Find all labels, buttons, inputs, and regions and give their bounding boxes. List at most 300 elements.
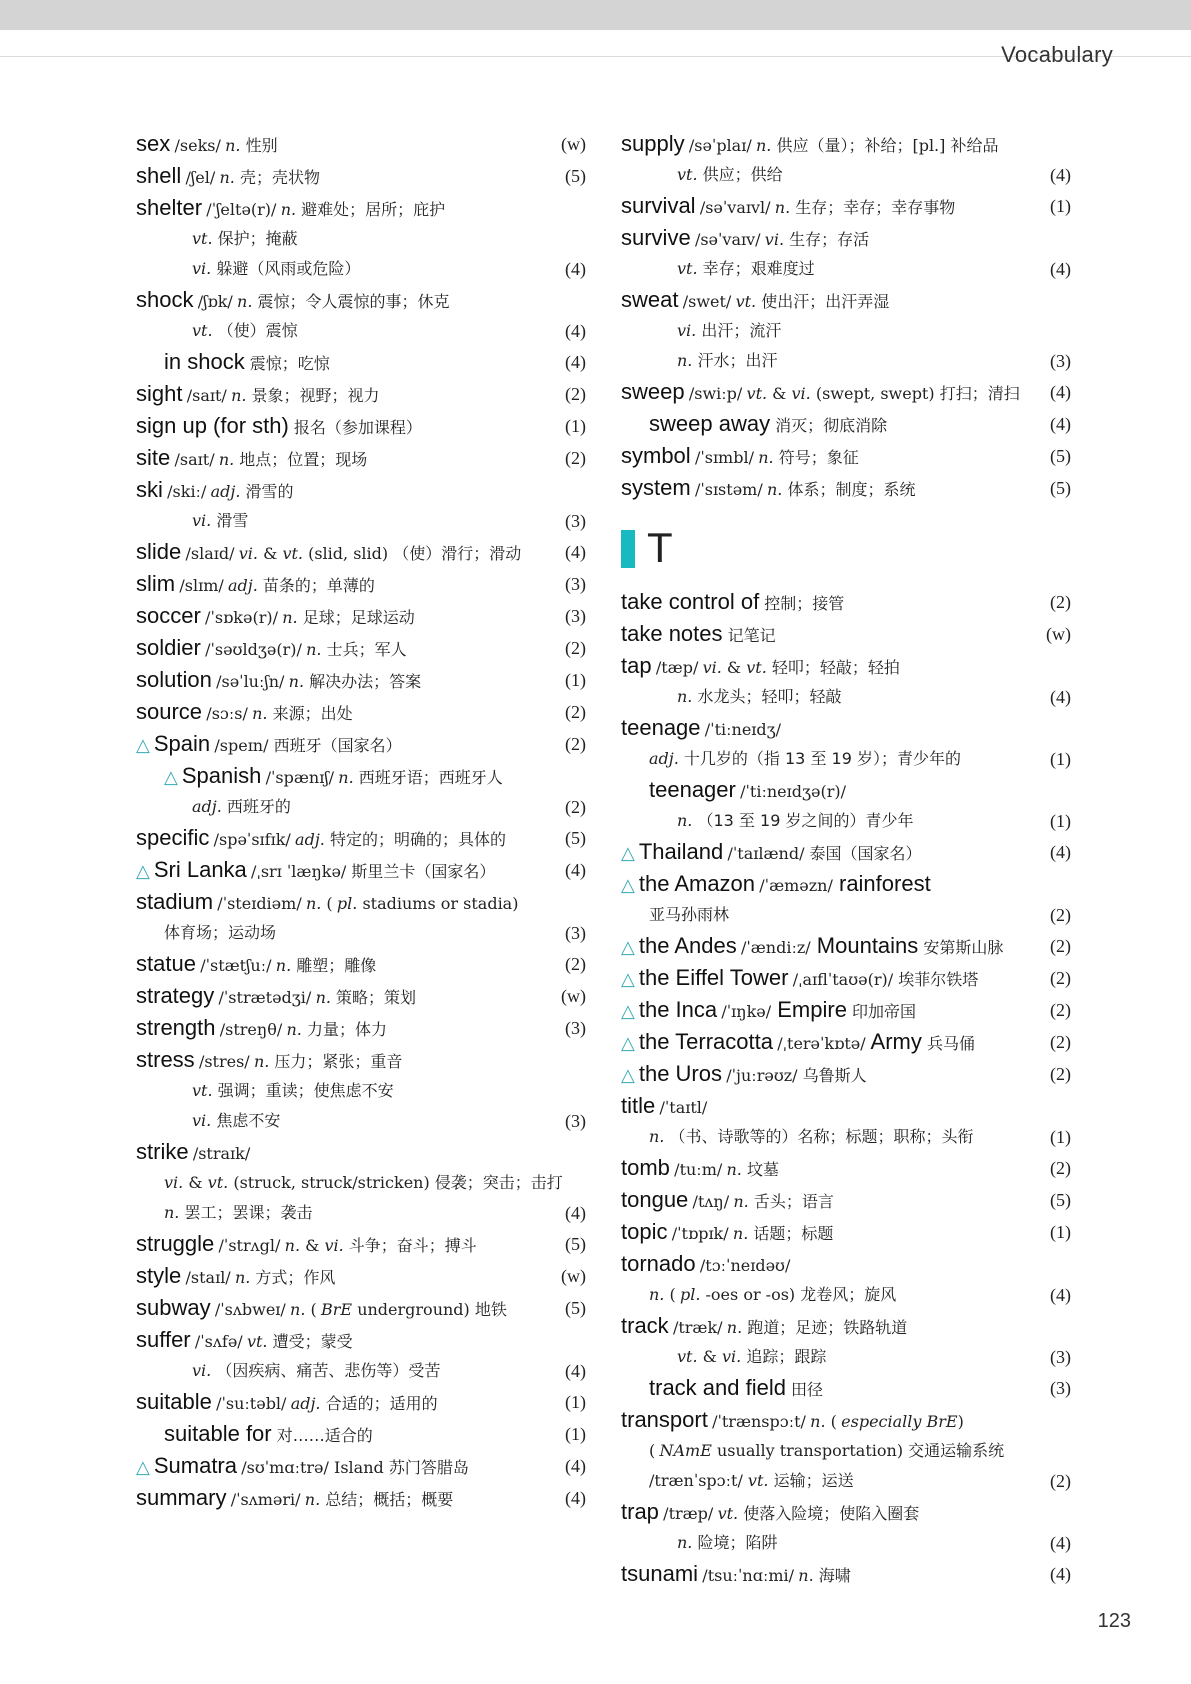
headword: summary xyxy=(136,1485,227,1510)
part-of-speech: n. xyxy=(810,1412,826,1431)
headword: subway xyxy=(136,1295,211,1320)
phonetic: /ˌaɪflˈtaʊə(r)/ xyxy=(792,970,894,989)
unit-reference: (4) xyxy=(1050,687,1071,707)
headword: take control of xyxy=(621,589,760,614)
headword: stress xyxy=(136,1047,195,1072)
phonetic: /træp/ xyxy=(663,1504,714,1523)
part-of-speech: vt. xyxy=(207,1173,229,1192)
entry-line xyxy=(621,1058,1071,1090)
part-of-speech: n. xyxy=(253,1052,270,1071)
phonetic: /ˈsʌfə/ xyxy=(194,1332,243,1351)
part-of-speech: n. xyxy=(338,768,354,787)
headword: suitable for xyxy=(164,1421,272,1446)
phonetic: /ˈstrætədʒi/ xyxy=(218,988,312,1007)
definition: 生存；幸存；幸存事物 xyxy=(790,198,956,217)
triangle-marker-icon: △ xyxy=(621,875,635,896)
unit-reference: (2) xyxy=(1050,936,1071,956)
definition: 避难处；居所；庇护 xyxy=(296,200,446,219)
part-of-speech: adj. xyxy=(295,830,325,849)
entry-line xyxy=(621,618,1071,650)
phonetic: /ˌsrɪ ˈlæŋkə/ xyxy=(251,862,347,881)
entry-continuation-line xyxy=(621,806,1071,836)
definition: 压力；紧张；重音 xyxy=(269,1052,403,1071)
entry-text: & xyxy=(300,1236,325,1255)
section-marker-bar xyxy=(621,530,635,568)
headword: the Uros xyxy=(638,1061,722,1086)
unit-reference: (1) xyxy=(565,416,586,436)
definition: 印加帝国 xyxy=(846,1002,917,1021)
unit-reference: (4) xyxy=(565,259,586,279)
entry-line xyxy=(621,1310,1071,1342)
headword: shock xyxy=(136,287,194,312)
entry-line xyxy=(621,1248,1071,1280)
unit-reference: (3) xyxy=(1050,1347,1071,1367)
entry-line xyxy=(136,664,586,696)
headword: the Eiffel Tower xyxy=(638,965,789,990)
definition: 保护；掩蔽 xyxy=(212,229,298,248)
entry-text: ) xyxy=(957,1412,964,1431)
headword: statue xyxy=(136,951,196,976)
part-of-speech: n. xyxy=(677,811,693,830)
left-column xyxy=(136,128,586,1514)
part-of-speech: n. xyxy=(798,1566,814,1585)
unit-reference: (2) xyxy=(1050,1064,1071,1084)
phonetic: /ˈtaɪlænd/ xyxy=(727,844,805,863)
unit-reference: (2) xyxy=(1050,1032,1071,1052)
headword: shelter xyxy=(136,195,203,220)
headword: tsunami xyxy=(621,1561,699,1586)
unit-reference: (1) xyxy=(565,670,586,690)
entry-continuation-line xyxy=(621,254,1071,284)
headword: Spain xyxy=(153,731,211,756)
part-of-speech: vt. xyxy=(746,658,767,677)
unit-reference: (4) xyxy=(1050,1564,1071,1584)
entry-line xyxy=(621,962,1071,994)
definition: 强调；重读；使焦虑不安 xyxy=(212,1081,394,1100)
part-of-speech: adj. xyxy=(228,576,258,595)
part-of-speech: n. xyxy=(766,480,783,499)
definition: 对……适合的 xyxy=(271,1426,373,1445)
unit-reference: (2) xyxy=(1050,1158,1071,1178)
unit-reference: (3) xyxy=(565,1111,586,1131)
headword: tap xyxy=(621,653,652,678)
unit-reference: (2) xyxy=(1050,905,1071,925)
definition: 士兵；军人 xyxy=(321,640,407,659)
phonetic: /sʊˈmɑːtrə/ xyxy=(241,1458,329,1477)
entry-line xyxy=(136,536,586,568)
phonetic: /ˈæməzn/ xyxy=(759,876,833,895)
definition: 策略；策划 xyxy=(330,988,417,1007)
entry-continuation-line xyxy=(621,1466,1071,1496)
phonetic: /spəˈsɪfɪk/ xyxy=(213,830,291,849)
unit-reference: (5) xyxy=(565,1234,586,1254)
part-of-speech: vi. xyxy=(721,1347,742,1366)
part-of-speech: vi. xyxy=(791,384,811,403)
headword: survival xyxy=(621,193,696,218)
part-of-speech: n. xyxy=(286,1020,302,1039)
phonetic: /səˈplaɪ/ xyxy=(688,136,752,155)
phonetic: /sɔːs/ xyxy=(206,704,248,723)
unit-reference: (4) xyxy=(1050,1533,1071,1553)
definition: 西班牙（国家名） xyxy=(268,736,402,755)
headword: specific xyxy=(136,825,210,850)
definition: 兵马俑 xyxy=(921,1034,975,1053)
unit-reference: (3) xyxy=(1050,351,1071,371)
unit-reference: (2) xyxy=(565,797,586,817)
part-of-speech: vt. xyxy=(747,1471,769,1490)
part-of-speech: adj. xyxy=(210,482,241,501)
entry-text: stadiums or stadia) xyxy=(357,894,519,913)
entry-text: & xyxy=(767,384,792,403)
phonetic: /səˈvaɪv/ xyxy=(694,230,761,249)
unit-reference: (1) xyxy=(565,1392,586,1412)
unit-reference: (3) xyxy=(565,1018,586,1038)
entry-line xyxy=(136,1044,586,1076)
entry-continuation-line xyxy=(621,682,1071,712)
part-of-speech: n. xyxy=(164,1203,180,1222)
headword: survive xyxy=(621,225,691,250)
triangle-marker-icon: △ xyxy=(621,1001,635,1022)
phonetic: /ˈsɪstəm/ xyxy=(694,480,763,499)
unit-reference: (4) xyxy=(565,860,586,880)
entry-line xyxy=(136,1386,586,1418)
entry-line xyxy=(136,948,586,980)
phonetic: /tʌŋ/ xyxy=(692,1192,730,1211)
part-of-speech: vt. xyxy=(677,1347,698,1366)
definition: 亚马孙雨林 xyxy=(649,905,730,924)
entry-line xyxy=(621,408,1071,440)
headword: teenager xyxy=(649,777,736,802)
entry-line xyxy=(621,284,1071,316)
definition: 侵袭；突击；击打 xyxy=(429,1173,563,1192)
headword: site xyxy=(136,445,171,470)
part-of-speech: vt. xyxy=(677,165,698,184)
part-of-speech: vt. xyxy=(192,229,213,248)
part-of-speech: n. xyxy=(726,1318,743,1337)
entry-line xyxy=(136,600,586,632)
definition: 报名（参加课程） xyxy=(288,418,422,437)
unit-reference: (4) xyxy=(565,352,586,372)
phonetic: /ˈʃeltə(r)/ xyxy=(206,200,277,219)
part-of-speech: n. xyxy=(726,1160,742,1179)
page-number: 123 xyxy=(1097,1610,1131,1632)
definition: 安第斯山脉 xyxy=(918,938,1004,957)
entry-line xyxy=(136,474,586,506)
definition: 田径 xyxy=(785,1380,824,1399)
phonetic: /ˈsɪmbl/ xyxy=(694,448,754,467)
part-of-speech: vi. xyxy=(192,259,212,278)
entry-continuation-line xyxy=(136,1106,586,1136)
entry-continuation-line xyxy=(136,316,586,346)
definition: 险境；陷阱 xyxy=(692,1533,778,1552)
definition: 力量；体力 xyxy=(301,1020,387,1039)
entry-text: (swept, swept) xyxy=(810,384,935,403)
entry-continuation-line xyxy=(136,918,586,948)
headword: take notes xyxy=(621,621,723,646)
entry-text: ( xyxy=(664,1285,676,1304)
definition: 解决办法；答案 xyxy=(304,672,422,691)
headword: ski xyxy=(136,477,163,502)
headword: shell xyxy=(136,163,182,188)
part-of-speech: n. xyxy=(306,640,322,659)
unit-reference: (3) xyxy=(1050,1378,1071,1398)
part-of-speech: vi. xyxy=(192,1361,212,1380)
definition: 幸存；艰难度过 xyxy=(697,259,815,278)
triangle-marker-icon: △ xyxy=(621,843,635,864)
part-of-speech: vi. xyxy=(192,511,212,530)
part-of-speech: n. xyxy=(304,1490,321,1509)
phonetic: /ˌterəˈkɒtə/ xyxy=(777,1034,866,1053)
definition: 补给品 xyxy=(945,136,999,155)
entries-t xyxy=(621,586,1071,1590)
entry-text: rainforest xyxy=(832,871,931,896)
entry-line xyxy=(136,696,586,728)
part-of-speech: vt. xyxy=(192,321,213,340)
headword: soldier xyxy=(136,635,201,660)
definition: 轻叩；轻敲；轻拍 xyxy=(766,658,900,677)
definition: 运输；运送 xyxy=(768,1471,854,1490)
definition: 斯里兰卡（国家名） xyxy=(346,862,496,881)
part-of-speech: pl. xyxy=(679,1285,701,1304)
part-of-speech: n. xyxy=(237,292,253,311)
headword: sign up (for sth) xyxy=(136,413,289,438)
definition: 壳；壳状物 xyxy=(234,168,320,187)
definition: （使）震惊 xyxy=(212,321,298,340)
unit-reference: (4) xyxy=(1050,382,1071,402)
entry-continuation-line xyxy=(621,1342,1071,1372)
unit-reference: (4) xyxy=(565,1203,586,1223)
definition: 埃菲尔铁塔 xyxy=(893,970,979,989)
unit-reference: (w) xyxy=(561,1266,586,1286)
entry-line xyxy=(136,728,586,760)
headword: system xyxy=(621,475,691,500)
unit-reference: (4) xyxy=(1050,414,1071,434)
definition: 话题；标题 xyxy=(748,1224,834,1243)
definition: 十几岁的（指 13 至 19 岁）；青少年的 xyxy=(678,749,961,768)
phonetic: /streŋθ/ xyxy=(219,1020,283,1039)
entry-line xyxy=(621,1152,1071,1184)
definition: （13 至 19 岁之间的）青少年 xyxy=(692,811,914,830)
headword: sweat xyxy=(621,287,679,312)
definition: 打扫；清扫 xyxy=(934,384,1020,403)
headword: topic xyxy=(621,1219,668,1244)
entry-text: & xyxy=(183,1173,208,1192)
headword: trap xyxy=(621,1499,659,1524)
entry-continuation-line xyxy=(136,1356,586,1386)
definition: 合适的；适用的 xyxy=(320,1394,438,1413)
unit-reference: (w) xyxy=(561,986,586,1006)
entry-line xyxy=(621,128,1071,160)
phonetic: /saɪt/ xyxy=(186,386,227,405)
definition: 坟墓 xyxy=(741,1160,779,1179)
part-of-speech: vt. xyxy=(735,292,757,311)
entry-text: Mountains xyxy=(810,933,919,958)
unit-reference: (1) xyxy=(1050,749,1071,769)
part-of-speech: vi. xyxy=(324,1236,344,1255)
headword: sweep away xyxy=(649,411,771,436)
definition: 苗条的；单薄的 xyxy=(257,576,375,595)
headword: sight xyxy=(136,381,183,406)
part-of-speech: n. xyxy=(732,1224,749,1243)
entry-line xyxy=(136,284,586,316)
entry-continuation-line xyxy=(136,254,586,284)
entry-line xyxy=(136,346,586,378)
definition: 震惊；令人震惊的事；休克 xyxy=(252,292,450,311)
entries-s-continued xyxy=(621,128,1071,504)
entry-text: -oes or -os) xyxy=(700,1285,796,1304)
part-of-speech: n. xyxy=(758,448,774,467)
headword: strategy xyxy=(136,983,215,1008)
definition: 西班牙语；西班牙人 xyxy=(353,768,503,787)
unit-reference: (4) xyxy=(1050,1285,1071,1305)
headword: slide xyxy=(136,539,182,564)
unit-reference: (3) xyxy=(565,606,586,626)
entry-line xyxy=(621,868,1071,900)
phonetic: /tæp/ xyxy=(655,658,699,677)
headword: strike xyxy=(136,1139,189,1164)
definition: 交通运输系统 xyxy=(903,1441,1005,1460)
entry-line xyxy=(136,1418,586,1450)
part-of-speech: NAmE xyxy=(659,1441,712,1460)
phonetic: /seks/ xyxy=(174,136,221,155)
entry-line xyxy=(621,1372,1071,1404)
definition: 躲避（风雨或危险） xyxy=(211,259,361,278)
unit-reference: (5) xyxy=(565,828,586,848)
entry-line xyxy=(136,1482,586,1514)
entry-line xyxy=(136,632,586,664)
phonetic: /speɪn/ xyxy=(214,736,269,755)
definition: 地点；位置；现场 xyxy=(234,450,368,469)
entry-text: (struck, struck/stricken) xyxy=(228,1173,430,1192)
section-header-t xyxy=(621,518,1071,580)
unit-reference: (5) xyxy=(565,166,586,186)
definition: （书、诗歌等的）名称；标题；职称；头衔 xyxy=(664,1127,974,1146)
definition: 西班牙的 xyxy=(221,797,291,816)
definition: 控制；接管 xyxy=(759,594,845,613)
part-of-speech: n. xyxy=(649,1127,665,1146)
phonetic: /træk/ xyxy=(672,1318,723,1337)
unit-reference: (2) xyxy=(565,638,586,658)
entry-line xyxy=(621,1404,1071,1436)
definition: 记笔记 xyxy=(722,626,776,645)
phonetic: /stres/ xyxy=(198,1052,250,1071)
part-of-speech: vt. xyxy=(246,1332,268,1351)
part-of-speech: BrE xyxy=(321,1300,353,1319)
unit-reference: (5) xyxy=(565,1298,586,1318)
phonetic: /ˈtiːneɪdʒ/ xyxy=(704,720,782,739)
entry-line xyxy=(136,1136,586,1168)
unit-reference: (5) xyxy=(1050,1190,1071,1210)
entry-continuation-line xyxy=(621,346,1071,376)
entry-line xyxy=(136,1260,586,1292)
entry-line xyxy=(621,1026,1071,1058)
part-of-speech: n. xyxy=(234,1268,251,1287)
headword: style xyxy=(136,1263,182,1288)
part-of-speech: n. xyxy=(305,894,322,913)
phonetic: /ˈsəʊldʒə(r)/ xyxy=(205,640,302,659)
headword: Thailand xyxy=(638,839,724,864)
unit-reference: (5) xyxy=(1050,478,1071,498)
definition: 龙卷风；旋风 xyxy=(795,1285,897,1304)
headword: track and field xyxy=(649,1375,786,1400)
unit-reference: (3) xyxy=(565,923,586,943)
entry-line xyxy=(136,854,586,886)
unit-reference: (1) xyxy=(1050,196,1071,216)
definition: 性别 xyxy=(240,136,278,155)
entry-text: ( xyxy=(321,894,333,913)
unit-reference: (3) xyxy=(565,574,586,594)
headword: Sri Lanka xyxy=(153,857,247,882)
entry-line xyxy=(621,1558,1071,1590)
part-of-speech: n. xyxy=(252,704,268,723)
entry-text: [pl.] xyxy=(912,136,946,155)
entry-continuation-line xyxy=(136,1076,586,1106)
entry-line xyxy=(136,128,586,160)
definition: 消灭；彻底消除 xyxy=(770,416,888,435)
part-of-speech: n. xyxy=(284,1236,301,1255)
definition: 出汗；流汗 xyxy=(696,321,782,340)
phonetic: /tsuːˈnɑːmi/ xyxy=(702,1566,795,1585)
part-of-speech: n. xyxy=(315,988,331,1007)
unit-reference: (5) xyxy=(1050,446,1071,466)
entry-text: underground) xyxy=(352,1300,470,1319)
entry-line xyxy=(136,760,586,792)
entry-continuation-line xyxy=(621,1122,1071,1152)
phonetic: /ˈsʌbweɪ/ xyxy=(214,1300,286,1319)
entry-line xyxy=(136,822,586,854)
entry-line xyxy=(621,836,1071,868)
unit-reference: (4) xyxy=(565,542,586,562)
entry-text: ( xyxy=(649,1441,656,1460)
entry-line xyxy=(136,192,586,224)
entry-text: (slid, slid) xyxy=(303,544,389,563)
headword: tornado xyxy=(621,1251,696,1276)
headword: slim xyxy=(136,571,176,596)
entry-line xyxy=(621,472,1071,504)
headword: the Amazon xyxy=(638,871,756,896)
unit-reference: (4) xyxy=(565,1361,586,1381)
unit-reference: (2) xyxy=(565,954,586,974)
part-of-speech: adj. xyxy=(290,1394,321,1413)
phonetic: /ˈstætʃuː/ xyxy=(200,956,272,975)
part-of-speech: n. xyxy=(218,450,235,469)
definition: 地铁 xyxy=(469,1300,507,1319)
entry-text: ( xyxy=(825,1412,837,1431)
part-of-speech: n. xyxy=(282,608,298,627)
phonetic: /ˈsteɪdiəm/ xyxy=(217,894,302,913)
phonetic: /saɪt/ xyxy=(174,450,215,469)
unit-reference: (w) xyxy=(1046,624,1071,644)
unit-reference: (2) xyxy=(565,734,586,754)
entry-line xyxy=(136,568,586,600)
headword: suffer xyxy=(136,1327,191,1352)
headword: source xyxy=(136,699,203,724)
headword: Spanish xyxy=(181,763,262,788)
entry-line xyxy=(621,650,1071,682)
entry-line xyxy=(621,1496,1071,1528)
phonetic: /ʃɒk/ xyxy=(197,292,233,311)
unit-reference: (2) xyxy=(1050,1471,1071,1491)
headword: transport xyxy=(621,1407,708,1432)
part-of-speech: vi. xyxy=(164,1173,184,1192)
unit-reference: (2) xyxy=(565,702,586,722)
unit-reference: (4) xyxy=(1050,259,1071,279)
entry-line xyxy=(136,442,586,474)
phonetic: /səˈluːʃn/ xyxy=(216,672,285,691)
entry-continuation-line xyxy=(621,160,1071,190)
part-of-speech: adj. xyxy=(192,797,222,816)
phonetic: /swet/ xyxy=(682,292,732,311)
